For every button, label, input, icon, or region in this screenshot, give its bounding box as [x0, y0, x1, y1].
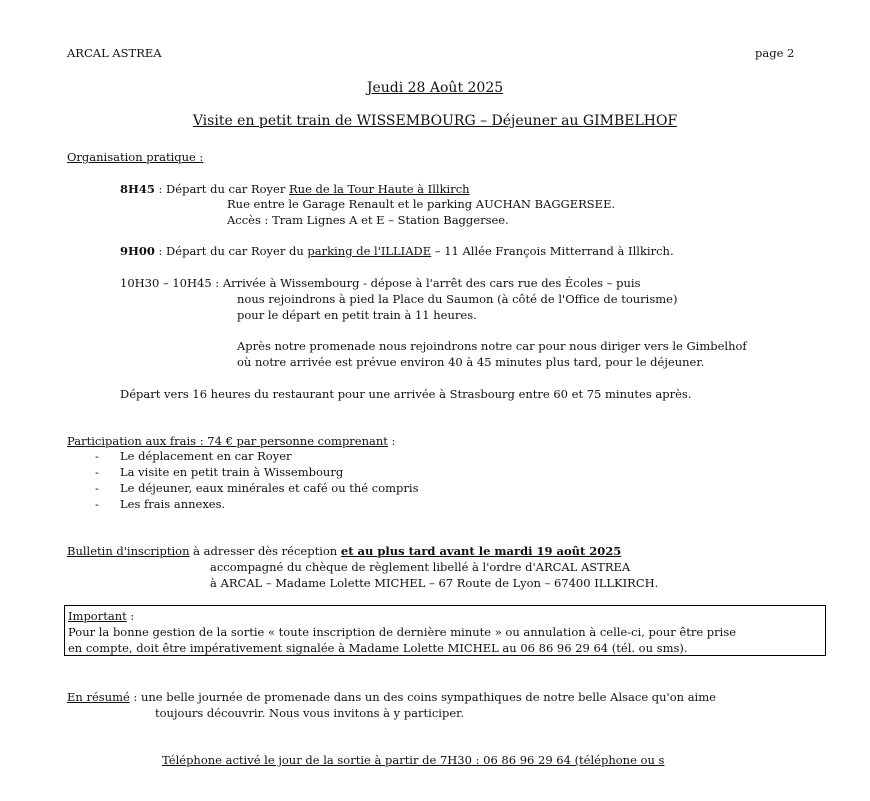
list-item-text: Le déjeuner, eaux minérales et café ou thé compris [120, 481, 419, 495]
departure-2-place: parking de l'ILLIADE [307, 244, 432, 258]
return-info: Départ vers 16 heures du restaurant pour une arrivée à Strasbourg entre 60 et 75 minutes après. [120, 387, 692, 401]
departure-1-time: 8H45 [120, 182, 155, 196]
participation-heading-suffix: : [387, 434, 396, 448]
arrival-line2: nous rejoindrons à pied la Place du Saumon (à côté de l'Office de tourisme) [237, 292, 678, 306]
important-heading [68, 610, 134, 624]
participation-list [0, 450, 870, 514]
list-dash: - [95, 449, 99, 463]
bulletin-line3: à ARCAL – Madame Lolette MICHEL – 67 Route de Lyon – 67400 ILLKIRCH. [210, 576, 659, 590]
departure-1-line3: Accès : Tram Lignes A et E – Station Baggersee. [227, 213, 509, 227]
summary-label: En résumé [67, 690, 130, 704]
footer-phone: Téléphone activé le jour de la sortie à partir de 7H30 : 06 86 96 29 64 (téléphone ou s [162, 753, 665, 767]
organisation-heading: Organisation pratique : [67, 150, 204, 164]
departure-2 [120, 245, 674, 259]
list-dash: - [95, 481, 99, 495]
departure-1-place: Rue de la Tour Haute à Illkirch [289, 182, 470, 196]
summary-line1 [67, 691, 716, 705]
departure-1 [120, 183, 470, 197]
summary-text: : une belle journée de promenade dans un des coins sympathiques de notre belle Alsace qu'on aime [129, 690, 716, 704]
participation-heading [67, 435, 395, 449]
subtitle-text: Visite en petit train de WISSEMBOURG – Déjeuner au GIMBELHOF [192, 113, 678, 129]
list-item-text: La visite en petit train à Wissembourg [120, 465, 344, 479]
important-line1: Pour la bonne gestion de la sortie « toute inscription de dernière minute » ou annulation à celle-ci, pour être prise [68, 625, 737, 639]
summary-line2: toujours découvrir. Nous vous invitons à y participer. [155, 706, 465, 720]
date-title-text: Jeudi 28 Août 2025 [366, 80, 504, 96]
subtitle [0, 113, 870, 130]
arrival-line3: pour le départ en petit train à 11 heures. [237, 308, 477, 322]
after-line1: Après notre promenade nous rejoindrons notre car pour nous diriger vers le Gimbelhof [237, 339, 747, 353]
arrival-line1: 10H30 – 10H45 : Arrivée à Wissembourg - dépose à l'arrêt des cars rue des Écoles – puis [120, 276, 641, 290]
page-number: page 2 [755, 46, 795, 60]
bulletin-label: Bulletin d'inscription [67, 544, 190, 558]
departure-1-line2: Rue entre le Garage Renault et le parking AUCHAN BAGGERSEE. [227, 197, 616, 211]
after-line2: où notre arrivée est prévue environ 40 à 45 minutes plus tard, pour le déjeuner. [237, 355, 705, 369]
list-item-text: Les frais annexes. [120, 497, 226, 511]
departure-2-time: 9H00 [120, 244, 155, 258]
participation-heading-text: Participation aux frais : 74 € par personne comprenant [67, 434, 388, 448]
departure-2-address: – 11 Allée François Mitterrand à Illkirch. [431, 244, 674, 258]
bulletin-deadline: et au plus tard avant le mardi 19 août 2025 [340, 544, 622, 558]
important-line2: en compte, doit être impérativement signalée à Madame Lolette MICHEL au 06 86 96 29 64 (tél. ou sms). [68, 641, 688, 655]
important-label-suffix: : [126, 609, 135, 623]
bulletin-text: à adresser dès réception [189, 544, 341, 558]
date-title [0, 80, 870, 97]
bulletin-line2: accompagné du chèque de règlement libellé à l'ordre d'ARCAL ASTREA [210, 560, 631, 574]
important-label: Important [68, 609, 127, 623]
bulletin-line1 [67, 545, 621, 559]
list-dash: - [95, 465, 99, 479]
list-item-text: Le déplacement en car Royer [120, 449, 292, 463]
list-dash: - [95, 497, 99, 511]
departure-2-text: : Départ du car Royer du [154, 244, 308, 258]
organization-name: ARCAL ASTREA [67, 46, 162, 60]
departure-1-text: : Départ du car Royer [154, 182, 289, 196]
